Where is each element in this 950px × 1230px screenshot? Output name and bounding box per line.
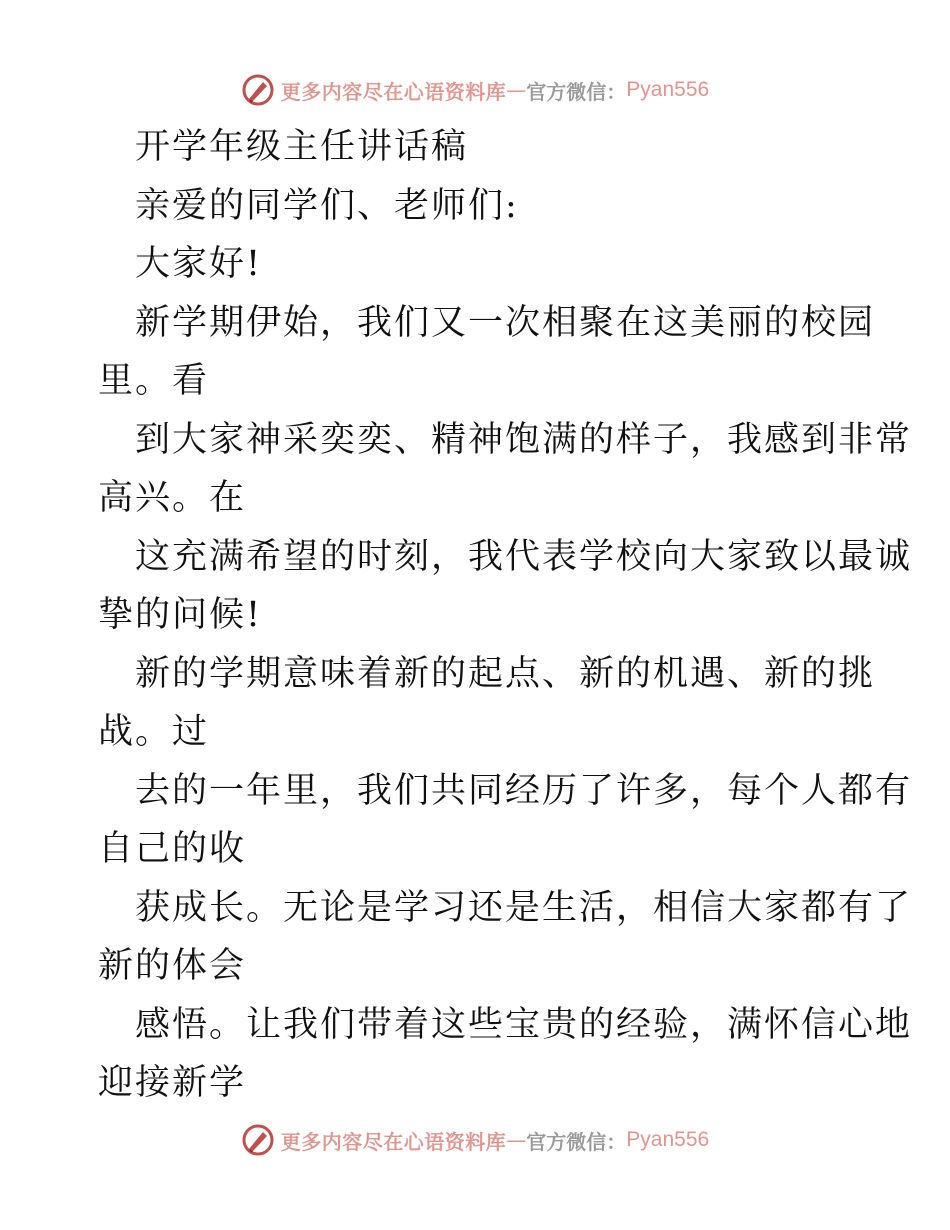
- footer-banner: [0, 1120, 950, 1160]
- text-line: 新的体会: [98, 946, 247, 986]
- text-line: 挚的问候!: [98, 595, 263, 635]
- banner-text: 更多内容尽在心语资料库: [280, 1129, 507, 1154]
- text-line: 新学期伊始，我们又一次相聚在这美丽的校园: [135, 303, 876, 343]
- banner-label: 官方微信：: [526, 79, 627, 104]
- text-line: 开学年级主任讲话稿: [135, 127, 469, 167]
- banner-wechat-id: Pyan556: [626, 1128, 710, 1151]
- banner-label: 官方微信：: [526, 1129, 627, 1154]
- text-line: 新的学期意味着新的起点、新的机遇、新的挑: [135, 654, 876, 694]
- text-line: 里。看: [98, 361, 210, 401]
- text-line: 获成长。无论是学习还是生活，相信大家都有了: [135, 888, 913, 928]
- text-line: 大家好!: [135, 244, 263, 284]
- text-line: 亲爱的同学们、老师们:: [135, 186, 519, 226]
- text-line: 到大家神采奕奕、精神饱满的样子，我感到非常: [135, 420, 913, 460]
- text-line: 去的一年里，我们共同经历了许多，每个人都有: [135, 771, 913, 811]
- text-line: 高兴。在: [98, 478, 247, 518]
- pen-logo-icon: [241, 1123, 275, 1157]
- text-line: 迎接新学: [98, 1063, 247, 1103]
- text-line: 自己的收: [98, 829, 247, 869]
- text-line: 战。过: [98, 712, 210, 752]
- banner-wechat-id: Pyan556: [626, 78, 710, 101]
- banner-separator: —: [506, 1128, 527, 1152]
- banner-separator: —: [506, 78, 527, 102]
- banner-text: 更多内容尽在心语资料库: [280, 79, 507, 104]
- text-line: 这充满希望的时刻，我代表学校向大家致以最诚: [135, 537, 913, 577]
- text-line: 感悟。让我们带着这些宝贵的经验，满怀信心地: [135, 1005, 913, 1045]
